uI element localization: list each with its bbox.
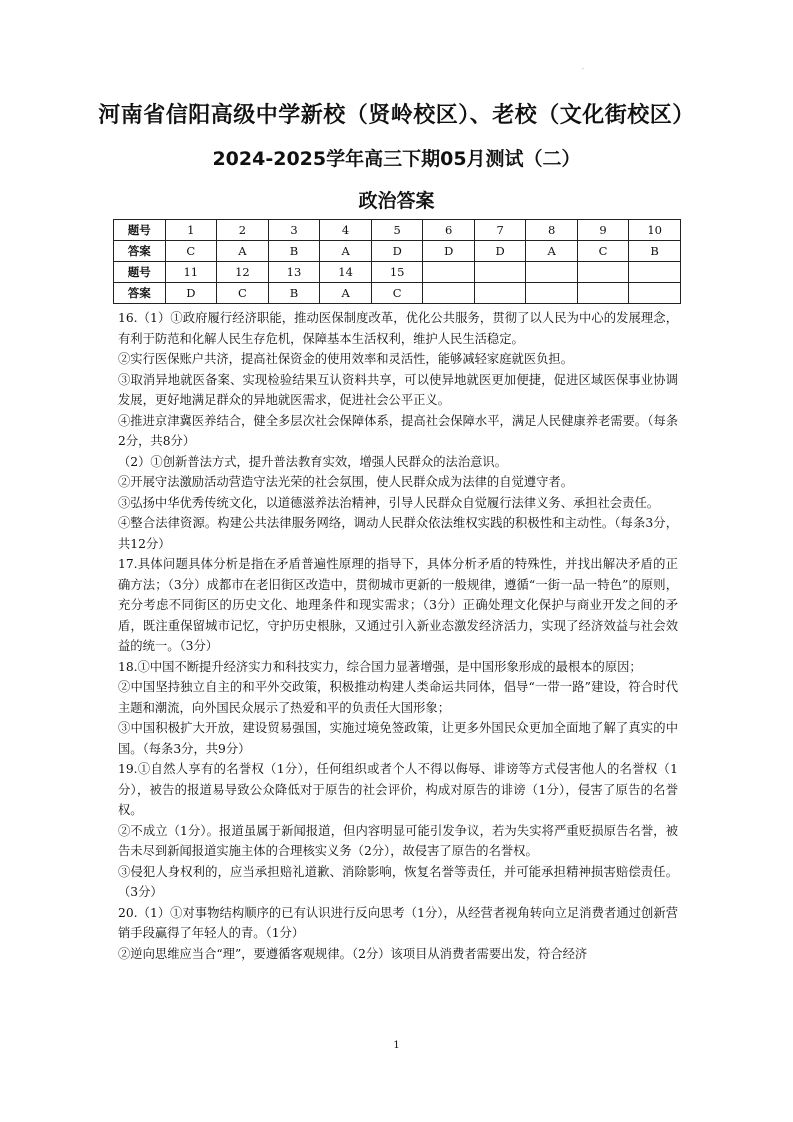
paragraph: 16.（1）①政府履行经济职能，推动医保制度改革，优化公共服务，贯彻了以人民为中心的发展理念，有利于防范和化解人民生存危机，保障基本生活权利，维护人民生活稳定。 — [118, 311, 678, 346]
answer-cell: A — [320, 283, 372, 304]
answer-cell — [423, 283, 474, 304]
answer-cell: D — [474, 241, 525, 262]
paragraph: ②开展守法激励活动营造守法光荣的社会氛围，使人民群众成为法律的自觉遵守者。 — [118, 475, 573, 489]
question-number: 9 — [577, 220, 628, 241]
paragraph: ③弘扬中华优秀传统文化，以道德滋养法治精神，引导人民群众自觉履行法律义务、承担社会责任。 — [118, 495, 660, 510]
answer-cell: B — [629, 241, 681, 262]
paragraph: ③中国积极扩大开放，建设贸易强国，实施过境免签政策，让更多外国民众更加全面地了解了真实的中国。（每条3分，共9分） — [118, 721, 678, 756]
question-number: 11 — [165, 262, 217, 283]
question-number — [474, 262, 525, 283]
question-number: 8 — [526, 220, 577, 241]
question-number: 2 — [217, 220, 269, 241]
question-number: 14 — [320, 262, 372, 283]
paragraph: ②实行医保账户共济，提高社保资金的使用效率和灵活性，能够减轻家庭就医负担。 — [118, 352, 573, 366]
paragraph: 20.（1）①对事物结构顺序的已有认识进行反向思考（1分），从经营者视角转向立足消费者通过创新营销手段赢得了年轻人的青。（1分） — [118, 905, 678, 940]
question-number — [577, 262, 628, 283]
answer-cell: D — [165, 283, 217, 304]
question-number: 5 — [371, 220, 423, 241]
answer-table-row-a2 — [114, 283, 681, 304]
answer-table-row-a1 — [114, 241, 681, 262]
answer-cell: A — [217, 241, 269, 262]
answer-cell: B — [268, 241, 320, 262]
paragraph: 17.具体问题具体分析是指在矛盾普遍性原理的指导下，具体分析矛盾的特殊性，并找出解决矛盾的正确方法；（3分）成都市在老旧街区改造中，贯彻城市更新的一般规律，遵循“一街一品一特色”的原则，充分考虑不同街区的历史文化、地理条件和现实需求；（3分）正确处理文化保护与商业开发之间的矛盾，既注重保留城市记忆，守护历史根脉，又通过引入新业态激发经济活力，实现了经济效益与社会效益的统一。（3分） — [118, 557, 678, 653]
answer-body — [118, 308, 678, 964]
question-number: 13 — [268, 262, 320, 283]
row-label-answer: 答案 — [114, 241, 166, 262]
paragraph: 18.①中国不断提升经济实力和科技实力，综合国力显著增强，是中国形象形成的最根本的原因； — [118, 659, 642, 674]
answer-cell: D — [371, 241, 423, 262]
row-label-question: 题号 — [114, 220, 166, 241]
answer-cell: C — [577, 241, 628, 262]
answer-cell: A — [526, 241, 577, 262]
question-number: 7 — [474, 220, 525, 241]
paragraph: ②中国坚持独立自主的和平外交政策，积极推动构建人类命运共同体，倡导“一带一路”建设，符合时代主题和潮流，向外国民众展示了热爱和平的负责任大国形象； — [118, 680, 678, 715]
answer-cell: C — [371, 283, 423, 304]
paragraph: ④推进京津冀医养结合，健全多层次社会保障体系，提高社会保障水平，满足人民健康养老需要。（每条2分，共8分） — [118, 413, 678, 448]
row-label-question: 题号 — [114, 262, 166, 283]
exam-title: 2024-2025学年高三下期05月测试（二） — [212, 148, 581, 170]
answer-table-row-q1 — [114, 220, 681, 241]
answer-cell: C — [165, 241, 217, 262]
question-number — [423, 262, 474, 283]
question-number: 15 — [371, 262, 423, 283]
paragraph: ④整合法律资源。构建公共法律服务网络，调动人民群众依法维权实践的积极性和主动性。（每条3分，共12分） — [118, 516, 678, 551]
question-number: 6 — [423, 220, 474, 241]
question-number — [526, 262, 577, 283]
question-number — [629, 262, 681, 283]
paragraph: ③侵犯人身权利的，应当承担赔礼道歉、消除影响，恢复名誉等责任，并可能承担精神损害赔偿责任。（3分） — [118, 864, 678, 899]
question-number: 12 — [217, 262, 269, 283]
answer-cell — [474, 283, 525, 304]
subject-title: 政治答案 — [358, 190, 435, 212]
answer-cell: C — [217, 283, 269, 304]
answer-cell: A — [320, 241, 372, 262]
answer-cell — [526, 283, 577, 304]
page-number: 1 — [393, 1040, 400, 1051]
paragraph: （2）①创新普法方式，提升普法教育实效，增强人民群众的法治意识。 — [118, 454, 508, 469]
paragraph: ③取消异地就医备案、实现检验结果互认资料共享，可以使异地就医更加便捷，促进区域医保事业协调发展，更好地满足群众的异地就医需求，促进社会公平正义。 — [118, 372, 678, 407]
answer-cell: B — [268, 283, 320, 304]
answer-cell — [629, 283, 681, 304]
answer-table-row-q2 — [114, 262, 681, 283]
question-number: 10 — [629, 220, 681, 241]
paragraph: 19.①自然人享有的名誉权（1分），任何组织或者个人不得以侮辱、诽谤等方式侵害他人的名誉权（1分），被告的报道易导致公众降低对于原告的社会评价，构成对原告的诽谤（1分），侵害了原告的名誉权。 — [118, 762, 678, 817]
answer-cell: D — [423, 241, 474, 262]
question-number: 1 — [165, 220, 217, 241]
question-number: 4 — [320, 220, 372, 241]
answer-table — [113, 219, 681, 304]
scan-dot: · — [582, 66, 584, 73]
paragraph: ②不成立（1分）。报道虽属于新闻报道，但内容明显可能引发争议，若为失实将严重贬损原告名誉，被告未尽到新闻报道实施主体的合理核实义务（2分），故侵害了原告的名誉权。 — [118, 823, 678, 858]
paragraph: ②逆向思维应当合“理”，要遵循客观规律。（2分）该项目从消费者需要出发，符合经济 — [118, 946, 588, 961]
question-number: 3 — [268, 220, 320, 241]
answer-cell — [577, 283, 628, 304]
row-label-answer: 答案 — [114, 283, 166, 304]
school-title: 河南省信阳高级中学新校（贤岭校区）、老校（文化街校区） — [98, 103, 695, 128]
